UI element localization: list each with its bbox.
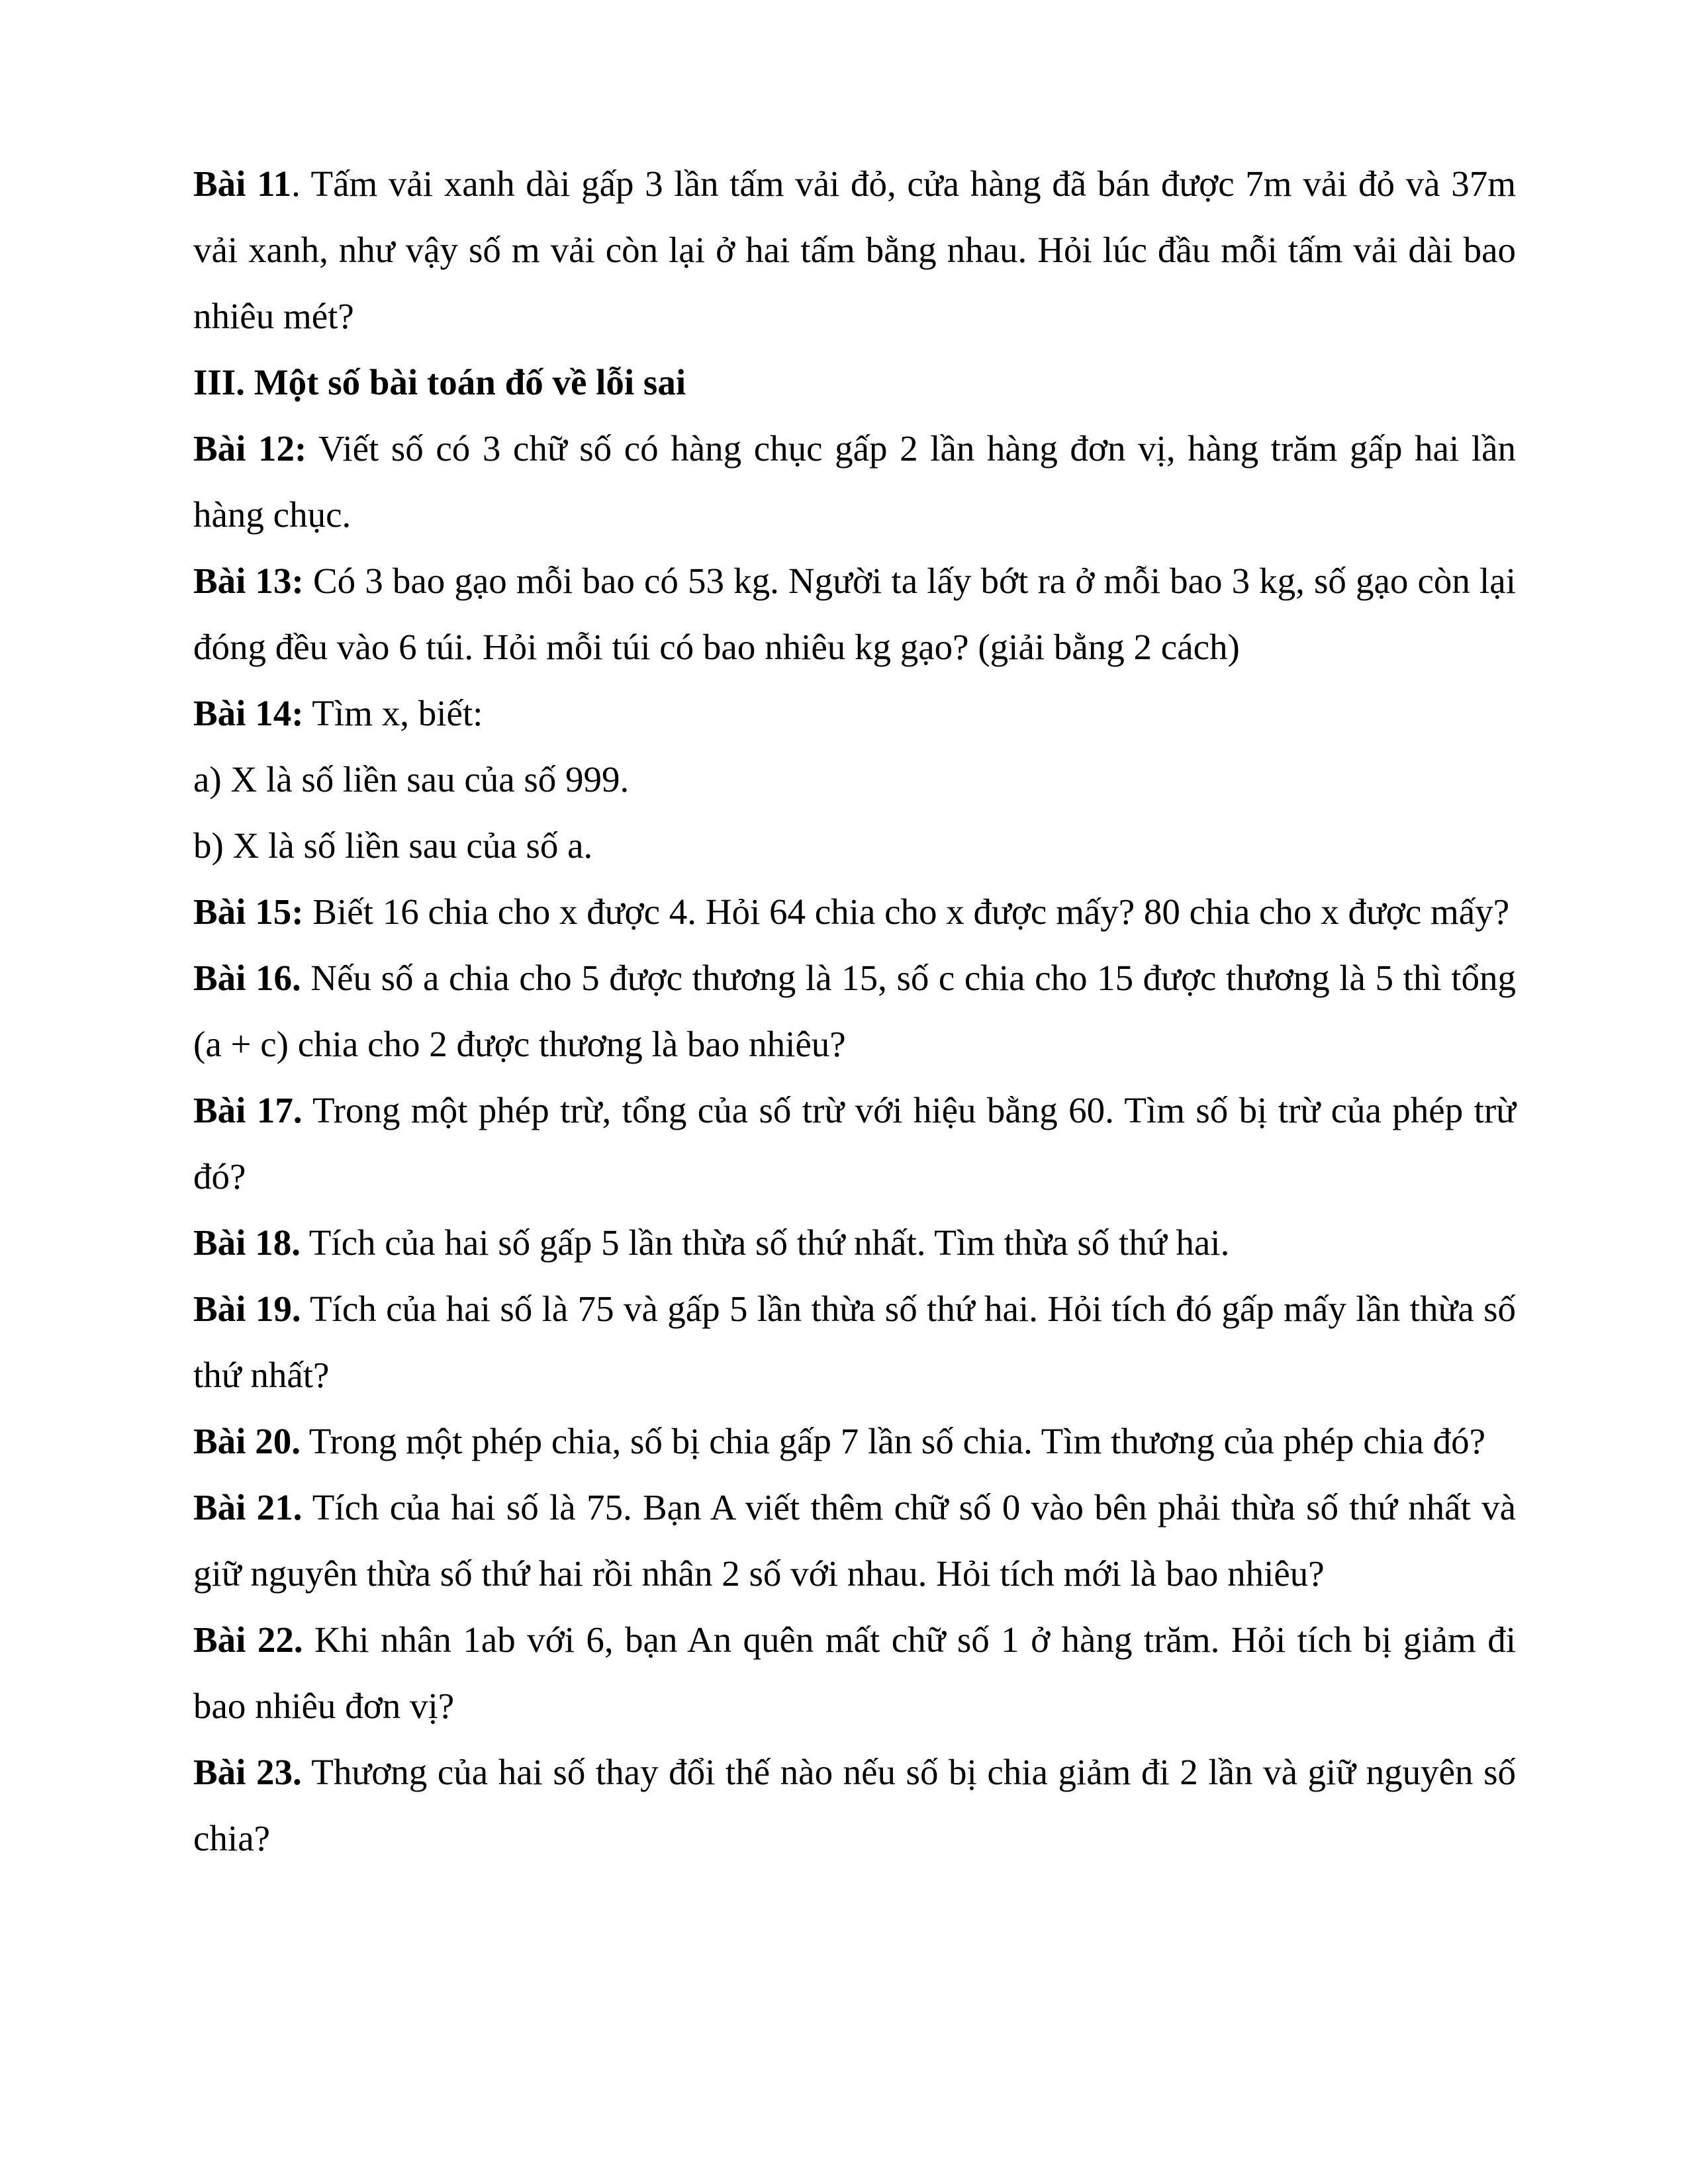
problem-label: Bài 17.: [193, 1090, 303, 1130]
problem-text: Trong một phép chia, số bị chia gấp 7 lần số chia. Tìm thương của phép chia đó?: [300, 1421, 1486, 1461]
problem-text: Thương của hai số thay đổi thế nào nếu số bị chia giảm đi 2 lần và giữ nguyên số chia?: [193, 1752, 1516, 1858]
section-heading: III. Một số bài toán đố về lỗi sai: [193, 362, 686, 402]
problem-16: [193, 945, 1516, 1077]
problem-label: Bài 18.: [193, 1222, 301, 1263]
problem-text: Tích của hai số gấp 5 lần thừa số thứ nhất. Tìm thừa số thứ hai.: [300, 1222, 1230, 1263]
problem-text: Tích của hai số là 75. Bạn A viết thêm chữ số 0 vào bên phải thừa số thứ nhất và giữ nguyên thừa số thứ hai rồi nhân 2 số với nhau. Hỏi tích mới là bao nhiêu?: [193, 1487, 1517, 1594]
problem-11: [193, 151, 1516, 349]
problem-21: [193, 1475, 1516, 1607]
problem-text: Tìm x, biết:: [303, 693, 483, 733]
problem-label: Bài 14:: [193, 693, 304, 733]
problem-label: Bài 12:: [193, 428, 307, 469]
problem-label: Bài 22.: [193, 1619, 303, 1660]
problem-15: [193, 879, 1516, 945]
problem-separator: .: [291, 163, 301, 204]
problem-18: [193, 1210, 1516, 1276]
problem-label: Bài 21.: [193, 1487, 303, 1527]
problem-label: Bài 11: [193, 163, 292, 204]
problem-22: [193, 1607, 1516, 1739]
problem-text: Tấm vải xanh dài gấp 3 lần tấm vải đỏ, cửa hàng đã bán được 7m vải đỏ và 37m vải xanh, như vậy số m vải còn lại ở hai tấm bằng nhau. Hỏi lúc đầu mỗi tấm vải dài bao nhiêu mét?: [193, 163, 1517, 336]
problem-17: [193, 1077, 1516, 1210]
problem-text: Biết 16 chia cho x được 4. Hỏi 64 chia cho x được mấy? 80 chia cho x được mấy?: [303, 891, 1510, 932]
problem-20: [193, 1408, 1516, 1475]
problem-13: [193, 548, 1516, 680]
problem-19: [193, 1276, 1516, 1408]
problem-label: Bài 23.: [193, 1752, 302, 1792]
problem-text: Có 3 bao gạo mỗi bao có 53 kg. Người ta lấy bớt ra ở mỗi bao 3 kg, số gạo còn lại đóng đều vào 6 túi. Hỏi mỗi túi có bao nhiêu kg gạo? (giải bằng 2 cách): [193, 561, 1516, 667]
problem-label: Bài 19.: [193, 1289, 301, 1329]
document-page: [193, 151, 1516, 1872]
problem-12: [193, 416, 1516, 548]
problem-14: [193, 680, 1516, 747]
problem-14-item-b: b) X là số liền sau của số a.: [193, 825, 593, 866]
problem-text: Trong một phép trừ, tổng của số trừ với hiệu bằng 60. Tìm số bị trừ của phép trừ đó?: [193, 1090, 1516, 1197]
problem-text: Viết số có 3 chữ số có hàng chục gấp 2 lần hàng đơn vị, hàng trăm gấp hai lần hàng chục.: [193, 428, 1516, 535]
problem-text: Tích của hai số là 75 và gấp 5 lần thừa số thứ hai. Hỏi tích đó gấp mấy lần thừa số thứ nhất?: [193, 1289, 1516, 1395]
problem-23: [193, 1739, 1516, 1872]
problem-text: Nếu số a chia cho 5 được thương là 15, số c chia cho 15 được thương là 5 thì tổng (a + c) chia cho 2 được thương là bao nhiêu?: [193, 958, 1517, 1064]
problem-label: Bài 13:: [193, 561, 304, 601]
problem-text: Khi nhân 1ab với 6, bạn An quên mất chữ số 1 ở hàng trăm. Hỏi tích bị giảm đi bao nhiêu đơn vị?: [193, 1619, 1517, 1726]
problem-label: Bài 20.: [193, 1421, 301, 1461]
problem-label: Bài 16.: [193, 958, 301, 998]
problem-label: Bài 15:: [193, 891, 304, 932]
problem-14-item-a: a) X là số liền sau của số 999.: [193, 759, 630, 799]
